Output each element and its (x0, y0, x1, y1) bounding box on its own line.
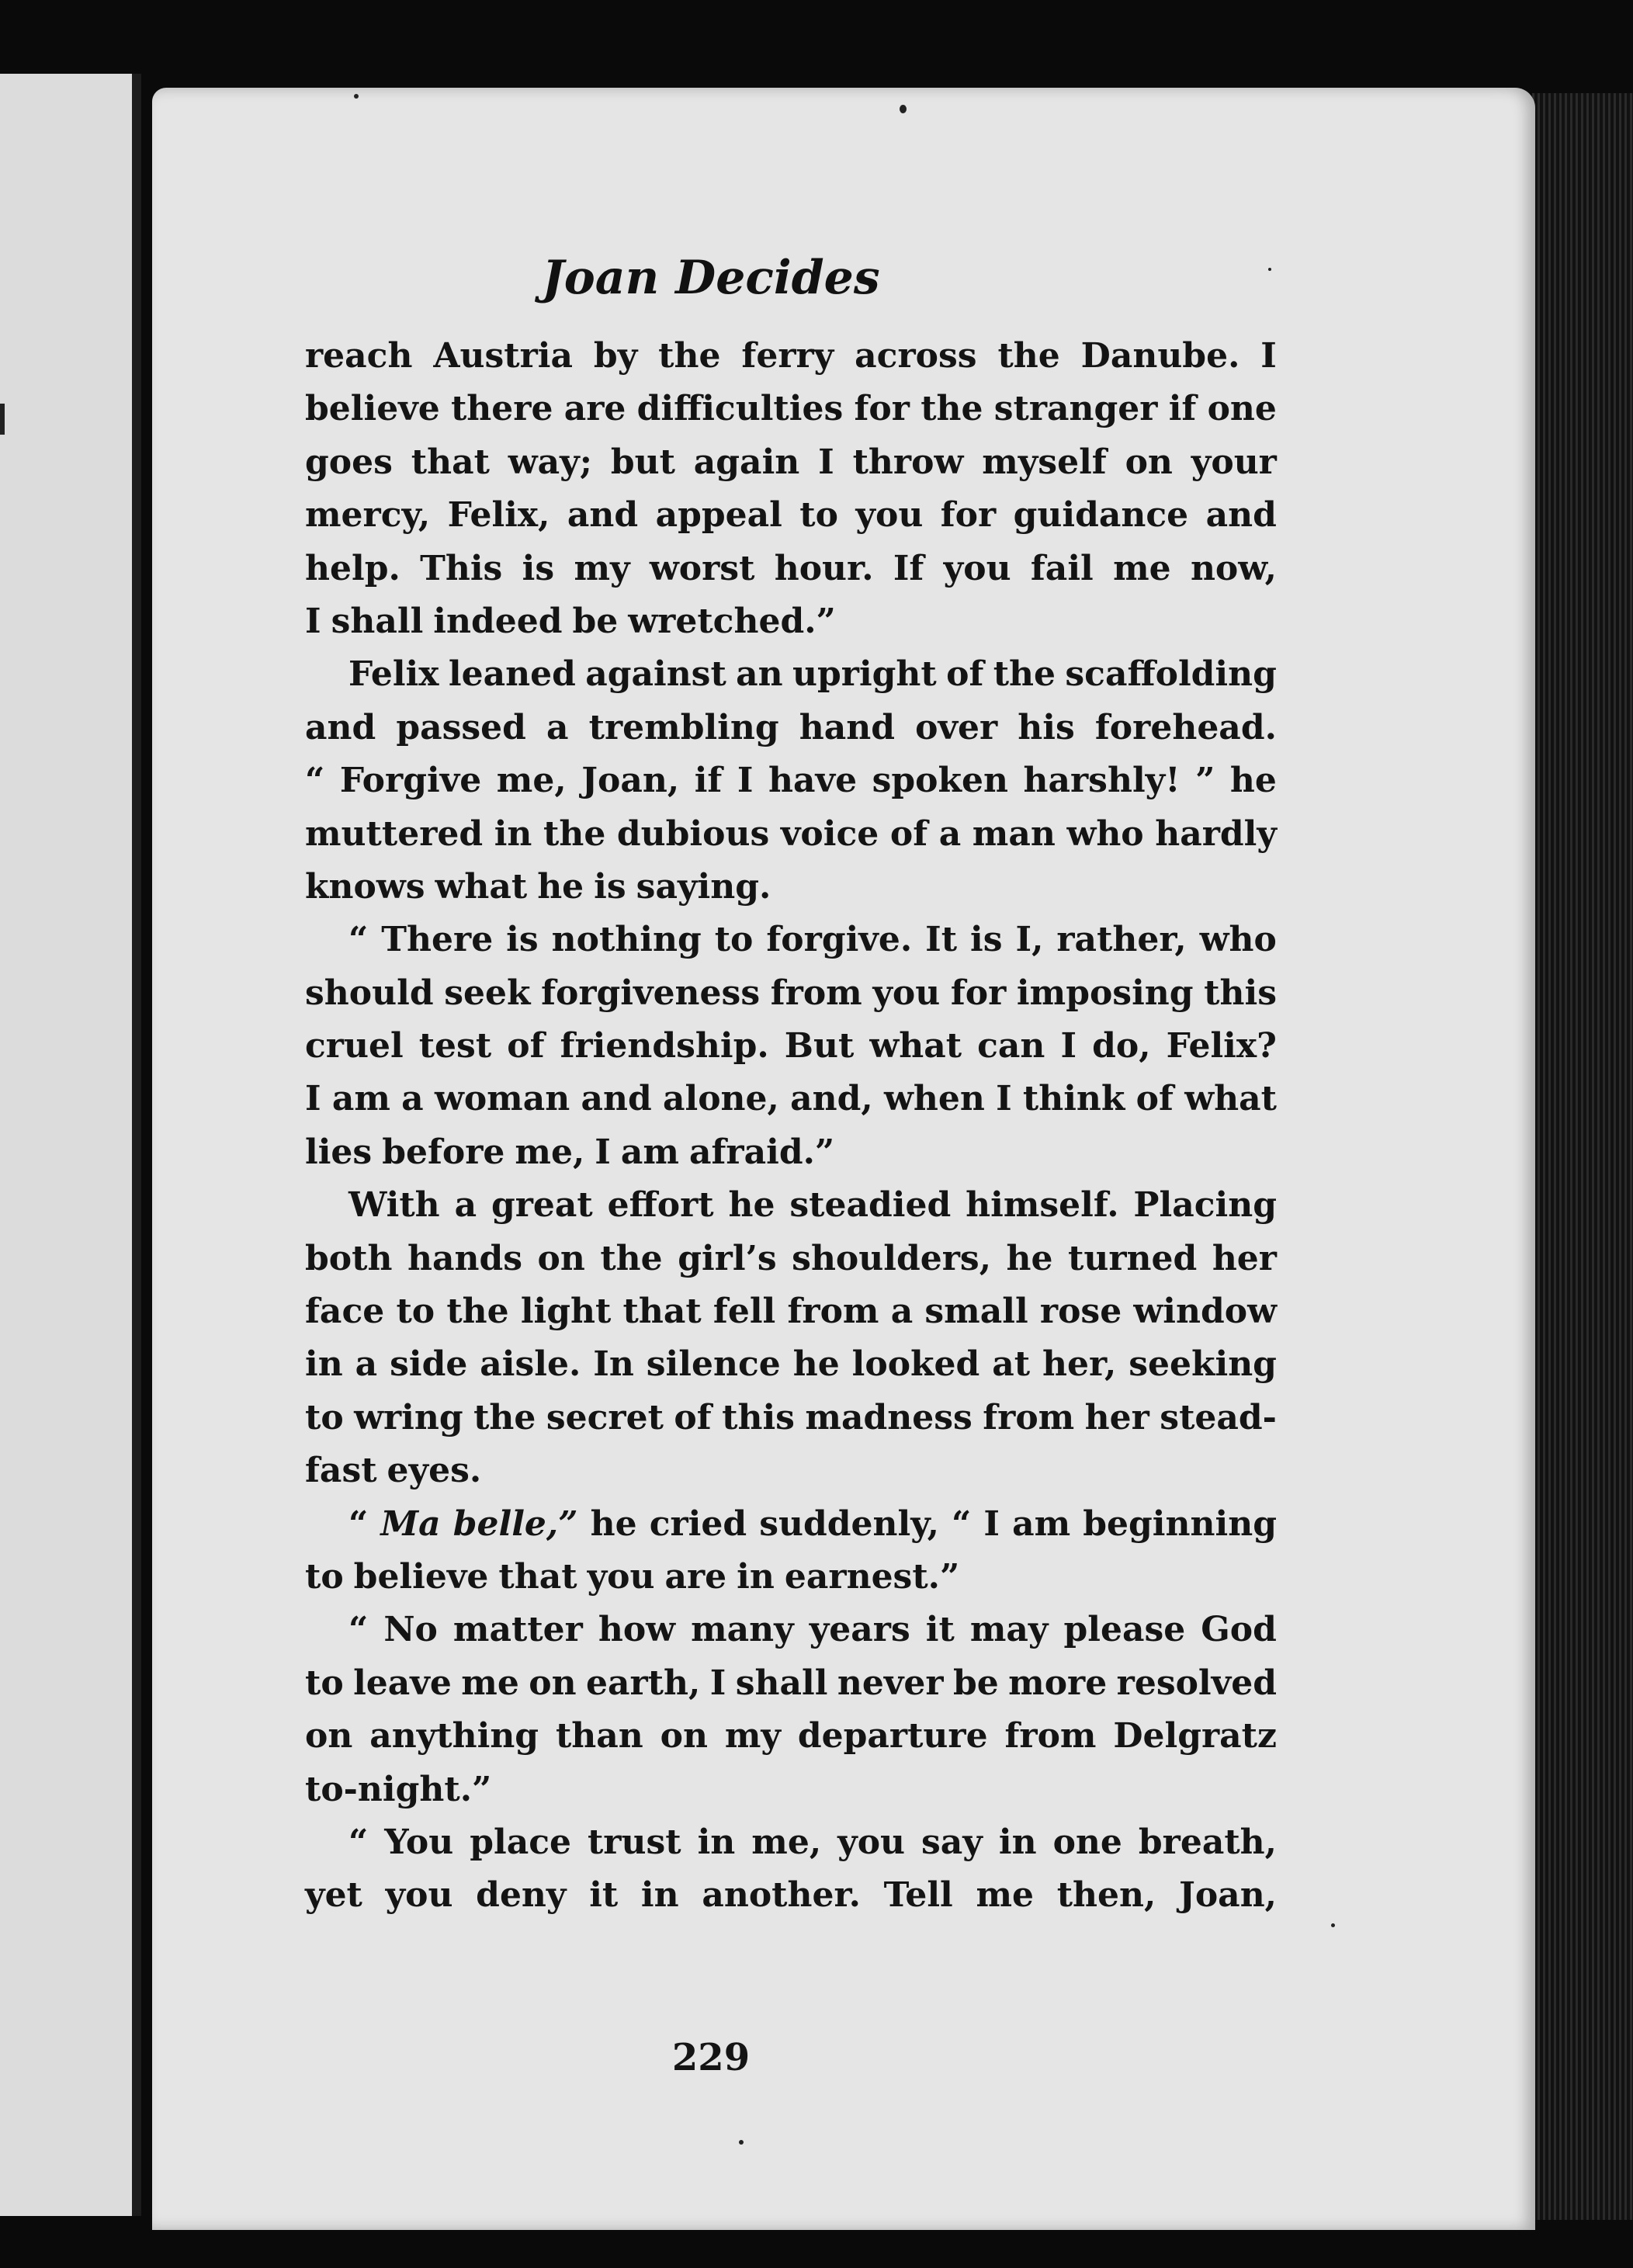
text-line: Felix leaned against an upright of the scaffolding (348, 654, 1277, 695)
text-line: on anything than on my departure from Delgratz (305, 1716, 1277, 1756)
text-line: “ Forgive me, Joan, if I have spoken harshly! ” he (305, 761, 1277, 801)
text-line: yet you deny it in another. Tell me then, Joan, (305, 1875, 1277, 1916)
book-page (152, 88, 1535, 2230)
text-line: believe there are difficulties for the stranger if one (305, 389, 1277, 429)
facing-page-mark (0, 404, 5, 435)
page-number: 229 (671, 2036, 751, 2079)
text-line: I am a woman and alone, and, when I think of what (305, 1079, 1277, 1119)
text-line: face to the light that fell from a small rose window (305, 1292, 1277, 1332)
text-line: and passed a trembling hand over his forehead. (305, 707, 1277, 747)
text-line: fast eyes. (305, 1451, 482, 1491)
text-line: to leave me on earth, I shall never be more resolved (305, 1663, 1277, 1703)
text-line: “ You place trust in me, you say in one breath, (348, 1822, 1277, 1862)
text-line: “ No matter how many years it may please God (348, 1610, 1277, 1650)
text-line: muttered in the dubious voice of a man who hardly (305, 813, 1277, 854)
book-page-edges (1532, 93, 1633, 2220)
text-line: mercy, Felix, and appeal to you for guidance and (305, 495, 1277, 536)
text-line: to-night.” (305, 1769, 492, 1809)
body-text (305, 330, 1277, 1923)
text-line: “ There is nothing to forgive. It is I, rather, who (348, 920, 1277, 960)
print-speck (1331, 1923, 1335, 1927)
text-line: in a side aisle. In silence he looked at her, seeking (305, 1344, 1277, 1385)
text-line: to believe that you are in earnest.” (305, 1556, 960, 1597)
text-line: reach Austria by the ferry across the Danube. I (305, 336, 1277, 376)
text-line: goes that way; but again I throw myself on your (305, 442, 1277, 482)
text-line: I shall indeed be wretched.” (305, 601, 836, 641)
running-title: Joan Decides (542, 251, 880, 305)
text-line: both hands on the girl’s shoulders, he turned her (305, 1238, 1277, 1278)
text-line: “ Ma belle,” he cried suddenly, “ I am beginning (348, 1503, 1277, 1544)
print-speck (739, 2140, 744, 2145)
text-line: should seek forgiveness from you for imposing this (305, 973, 1277, 1013)
text-line: help. This is my worst hour. If you fail me now, (305, 548, 1277, 588)
print-speck (354, 94, 359, 99)
text-line: With a great effort he steadied himself. Placing (348, 1185, 1277, 1226)
facing-page-edge (0, 74, 141, 2216)
print-speck (900, 105, 907, 113)
text-line: lies before me, I am afraid.” (305, 1132, 835, 1172)
text-line: cruel test of friendship. But what can I do, Felix? (305, 1026, 1277, 1066)
text-line: knows what he is saying. (305, 866, 771, 907)
text-line: to wring the secret of this madness from her stead- (305, 1397, 1277, 1437)
